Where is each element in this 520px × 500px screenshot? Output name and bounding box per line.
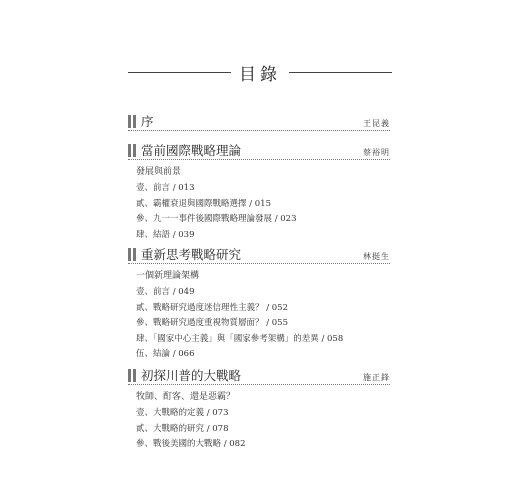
toc-item[interactable]: 壹、前言 / 049	[136, 287, 195, 297]
page-title-bar	[128, 60, 392, 84]
toc-section-1	[128, 141, 390, 243]
section-subtitle: 發展與前景	[136, 167, 182, 177]
toc-section-3	[128, 366, 390, 453]
toc-item[interactable]: 貳、戰略研究過度迷信理性主義？ / 052	[136, 302, 288, 313]
section-marker-icon	[128, 115, 136, 128]
toc-item-list	[136, 181, 390, 243]
section-title[interactable]: 當前國際戰略理論	[141, 143, 242, 158]
toc-section-preface	[128, 112, 390, 131]
section-header	[128, 141, 390, 160]
page-title: 目錄	[239, 64, 281, 85]
toc-item-list	[136, 285, 390, 363]
section-subtitle: 一個新理論架構	[136, 271, 200, 281]
section-subtitle: 牧師、酊客、還是惡霸？	[136, 392, 236, 402]
section-title[interactable]: 序	[141, 114, 154, 129]
toc-item[interactable]: 壹、大戰略的定義 / 073	[136, 408, 229, 418]
section-title[interactable]: 初探川普的大戰略	[141, 368, 242, 383]
toc-item[interactable]: 壹、前言 / 013	[136, 183, 195, 193]
section-author: 施正鋒	[360, 372, 390, 383]
toc-item[interactable]: 肆、「國家中心主義」與「國家參考架構」的差異 / 058	[136, 333, 344, 344]
section-header	[128, 366, 390, 385]
toc-item[interactable]: 貳、霸權衰退與國際戰略選擇 / 015	[136, 198, 271, 209]
section-title[interactable]: 重新思考戰略研究	[141, 247, 242, 262]
toc-item[interactable]: 伍、結論 / 066	[136, 349, 195, 360]
section-author: 蔡裕明	[360, 147, 390, 158]
toc-item-list	[136, 406, 390, 453]
section-header	[128, 245, 390, 264]
section-marker-icon	[128, 144, 136, 157]
toc-section-2	[128, 245, 390, 363]
toc-item[interactable]: 貳、大戰略的研究 / 078	[136, 423, 229, 434]
title-rule-left	[128, 72, 231, 73]
toc-item[interactable]: 肆、結語 / 039	[136, 229, 195, 240]
section-header	[128, 112, 390, 131]
section-author: 林挺生	[360, 251, 390, 262]
section-author: 王昆義	[360, 118, 390, 129]
toc-item[interactable]: 參、戰略研究過度重視物質層面？ / 055	[136, 318, 288, 329]
toc-item[interactable]: 參、戰後美國的大戰略 / 082	[136, 439, 246, 450]
section-marker-icon	[128, 248, 136, 261]
section-marker-icon	[128, 369, 136, 382]
toc-item[interactable]: 參、九一一事件後國際戰略理論發展 / 023	[136, 214, 297, 225]
title-rule-right	[289, 72, 392, 73]
